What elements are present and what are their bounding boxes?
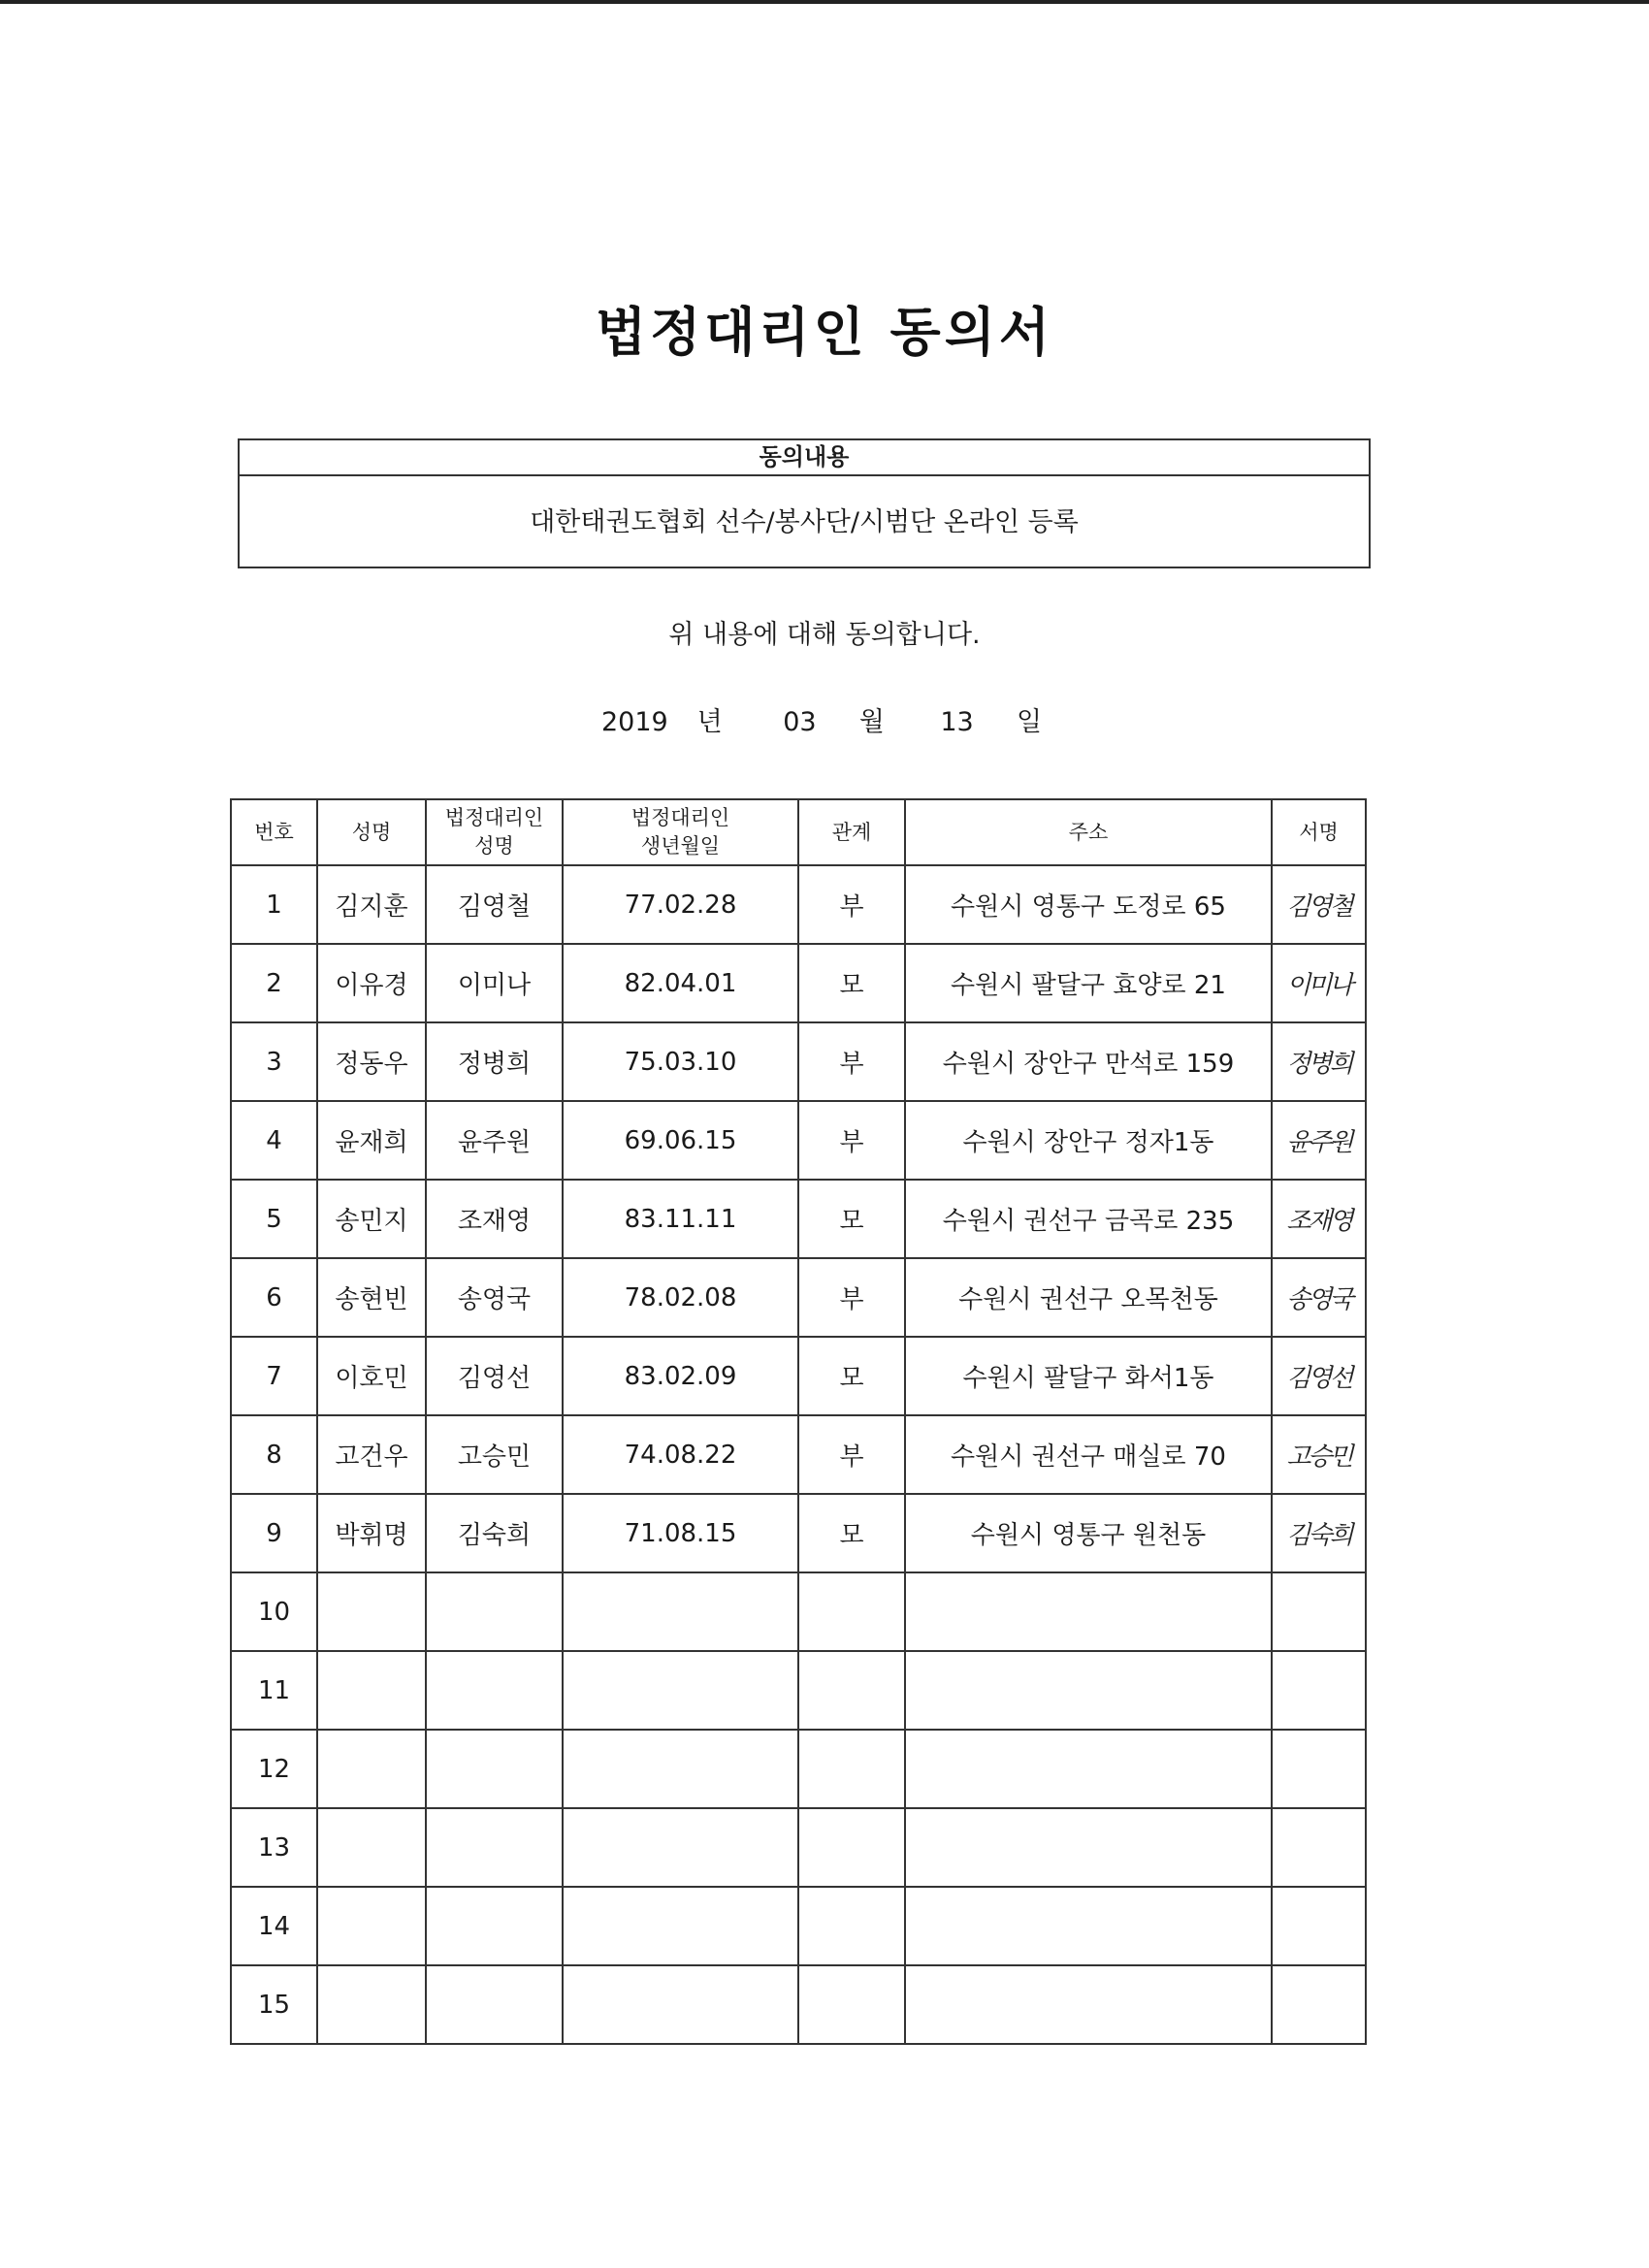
guardian-birthdate-cell: 71.08.15 bbox=[563, 1494, 798, 1572]
row-number-cell: 8 bbox=[231, 1415, 317, 1494]
table-row bbox=[231, 1494, 1366, 1572]
row-number-cell: 1 bbox=[231, 865, 317, 944]
header-guardian-birth-line1: 법정대리인 bbox=[630, 806, 730, 829]
signature-cell: 김영철 bbox=[1272, 865, 1366, 944]
row-number-cell: 10 bbox=[231, 1572, 317, 1651]
address-cell: 수원시 권선구 오목천동 bbox=[905, 1258, 1272, 1337]
row-number-cell: 4 bbox=[231, 1101, 317, 1180]
signature-cell bbox=[1272, 1572, 1366, 1651]
relation-cell: 부 bbox=[798, 865, 905, 944]
signature-cell: 김숙희 bbox=[1272, 1494, 1366, 1572]
guardian-name-cell: 고승민 bbox=[426, 1415, 563, 1494]
guardian-name-cell bbox=[426, 1887, 563, 1965]
member-name-cell: 윤재희 bbox=[317, 1101, 426, 1180]
date-month: 03 bbox=[783, 707, 817, 737]
guardian-birthdate-cell bbox=[563, 1887, 798, 1965]
guardian-name-cell: 이미나 bbox=[426, 944, 563, 1022]
row-number-cell: 3 bbox=[231, 1022, 317, 1101]
table-row bbox=[231, 1651, 1366, 1730]
relation-cell: 모 bbox=[798, 1337, 905, 1415]
relation-cell bbox=[798, 1808, 905, 1887]
row-number-cell: 5 bbox=[231, 1180, 317, 1258]
signature-cell: 송영국 bbox=[1272, 1258, 1366, 1337]
row-number-cell: 2 bbox=[231, 944, 317, 1022]
signature-cell: 조재영 bbox=[1272, 1180, 1366, 1258]
guardian-birthdate-cell: 69.06.15 bbox=[563, 1101, 798, 1180]
guardian-birthdate-cell: 82.04.01 bbox=[563, 944, 798, 1022]
scan-edge bbox=[0, 0, 1649, 4]
guardian-birthdate-cell bbox=[563, 1572, 798, 1651]
row-number-cell: 15 bbox=[231, 1965, 317, 2044]
member-name-cell: 송현빈 bbox=[317, 1258, 426, 1337]
guardian-birthdate-cell: 74.08.22 bbox=[563, 1415, 798, 1494]
guardian-name-cell: 정병희 bbox=[426, 1022, 563, 1101]
member-name-cell: 고건우 bbox=[317, 1415, 426, 1494]
table-row bbox=[231, 1337, 1366, 1415]
relation-cell bbox=[798, 1572, 905, 1651]
address-cell: 수원시 팔달구 효양로 21 bbox=[905, 944, 1272, 1022]
relation-cell bbox=[798, 1887, 905, 1965]
table-row bbox=[231, 1258, 1366, 1337]
guardian-birthdate-cell: 75.03.10 bbox=[563, 1022, 798, 1101]
row-number-cell: 7 bbox=[231, 1337, 317, 1415]
address-cell bbox=[905, 1887, 1272, 1965]
signature-cell: 고승민 bbox=[1272, 1415, 1366, 1494]
header-signature: 서명 bbox=[1272, 799, 1366, 865]
header-guardian-birth bbox=[563, 799, 798, 865]
date-month-unit: 월 bbox=[858, 707, 885, 737]
guardian-birthdate-cell: 77.02.28 bbox=[563, 865, 798, 944]
member-name-cell bbox=[317, 1572, 426, 1651]
guardian-name-cell bbox=[426, 1965, 563, 2044]
table-row bbox=[231, 1415, 1366, 1494]
guardian-birthdate-cell: 78.02.08 bbox=[563, 1258, 798, 1337]
member-name-cell bbox=[317, 1730, 426, 1808]
signature-cell bbox=[1272, 1730, 1366, 1808]
member-name-cell: 송민지 bbox=[317, 1180, 426, 1258]
row-number-cell: 6 bbox=[231, 1258, 317, 1337]
guardian-name-cell: 윤주원 bbox=[426, 1101, 563, 1180]
date-line bbox=[601, 700, 1042, 738]
relation-cell: 모 bbox=[798, 1494, 905, 1572]
member-name-cell: 김지훈 bbox=[317, 865, 426, 944]
row-number-cell: 9 bbox=[231, 1494, 317, 1572]
consent-body: 대한태권도협회 선수/봉사단/시범단 온라인 등록 bbox=[530, 507, 1079, 537]
guardian-name-cell: 김숙희 bbox=[426, 1494, 563, 1572]
header-relation: 관계 bbox=[798, 799, 905, 865]
guardian-birthdate-cell: 83.11.11 bbox=[563, 1180, 798, 1258]
relation-cell: 부 bbox=[798, 1258, 905, 1337]
relation-cell: 모 bbox=[798, 1180, 905, 1258]
date-day-unit: 일 bbox=[1016, 707, 1043, 737]
address-cell: 수원시 권선구 매실로 70 bbox=[905, 1415, 1272, 1494]
member-name-cell bbox=[317, 1887, 426, 1965]
guardian-name-cell: 송영국 bbox=[426, 1258, 563, 1337]
address-cell: 수원시 장안구 정자1동 bbox=[905, 1101, 1272, 1180]
table-row bbox=[231, 1965, 1366, 2044]
row-number-cell: 11 bbox=[231, 1651, 317, 1730]
consent-header: 동의내용 bbox=[240, 440, 1369, 476]
guardian-birthdate-cell bbox=[563, 1808, 798, 1887]
header-guardian-birth-line2: 생년월일 bbox=[640, 834, 721, 858]
guardian-birthdate-cell bbox=[563, 1965, 798, 2044]
agreement-text: 위 내용에 대해 동의합니다. bbox=[668, 620, 981, 650]
member-name-cell bbox=[317, 1651, 426, 1730]
table-header-row bbox=[231, 799, 1366, 865]
guardian-name-cell: 조재영 bbox=[426, 1180, 563, 1258]
signature-cell bbox=[1272, 1808, 1366, 1887]
member-name-cell bbox=[317, 1965, 426, 2044]
table-body bbox=[231, 865, 1366, 2044]
table-row bbox=[231, 1730, 1366, 1808]
document-title: 법정대리인 동의서 bbox=[595, 301, 1054, 363]
table-row bbox=[231, 865, 1366, 944]
relation-cell: 부 bbox=[798, 1022, 905, 1101]
table-row bbox=[231, 1101, 1366, 1180]
header-address: 주소 bbox=[905, 799, 1272, 865]
address-cell bbox=[905, 1651, 1272, 1730]
relation-cell bbox=[798, 1965, 905, 2044]
signature-cell: 이미나 bbox=[1272, 944, 1366, 1022]
address-cell: 수원시 권선구 금곡로 235 bbox=[905, 1180, 1272, 1258]
table-row bbox=[231, 1572, 1366, 1651]
address-cell bbox=[905, 1572, 1272, 1651]
address-cell: 수원시 영통구 원천동 bbox=[905, 1494, 1272, 1572]
member-name-cell: 정동우 bbox=[317, 1022, 426, 1101]
member-name-cell: 이유경 bbox=[317, 944, 426, 1022]
address-cell: 수원시 팔달구 화서1동 bbox=[905, 1337, 1272, 1415]
header-guardian-name bbox=[426, 799, 563, 865]
address-cell bbox=[905, 1808, 1272, 1887]
guardian-name-cell bbox=[426, 1730, 563, 1808]
consent-box bbox=[238, 438, 1371, 568]
signature-cell: 정병희 bbox=[1272, 1022, 1366, 1101]
guardian-name-cell bbox=[426, 1651, 563, 1730]
relation-cell bbox=[798, 1730, 905, 1808]
guardian-name-cell bbox=[426, 1572, 563, 1651]
header-name: 성명 bbox=[317, 799, 426, 865]
guardian-birthdate-cell bbox=[563, 1730, 798, 1808]
table-row bbox=[231, 1808, 1366, 1887]
table-row bbox=[231, 944, 1366, 1022]
relation-cell: 부 bbox=[798, 1415, 905, 1494]
member-name-cell: 박휘명 bbox=[317, 1494, 426, 1572]
table-row bbox=[231, 1022, 1366, 1101]
date-day: 13 bbox=[940, 707, 974, 737]
member-name-cell bbox=[317, 1808, 426, 1887]
address-cell bbox=[905, 1730, 1272, 1808]
guardian-table bbox=[230, 798, 1367, 2045]
date-year: 2019 bbox=[601, 707, 668, 737]
signature-cell: 김영선 bbox=[1272, 1337, 1366, 1415]
row-number-cell: 13 bbox=[231, 1808, 317, 1887]
guardian-name-cell bbox=[426, 1808, 563, 1887]
relation-cell: 부 bbox=[798, 1101, 905, 1180]
guardian-name-cell: 김영철 bbox=[426, 865, 563, 944]
guardian-name-cell: 김영선 bbox=[426, 1337, 563, 1415]
address-cell bbox=[905, 1965, 1272, 2044]
signature-cell: 윤주원 bbox=[1272, 1101, 1366, 1180]
relation-cell: 모 bbox=[798, 944, 905, 1022]
header-guardian-name-line1: 법정대리인 bbox=[444, 806, 544, 829]
signature-cell bbox=[1272, 1651, 1366, 1730]
guardian-birthdate-cell bbox=[563, 1651, 798, 1730]
row-number-cell: 14 bbox=[231, 1887, 317, 1965]
signature-cell bbox=[1272, 1965, 1366, 2044]
member-name-cell: 이호민 bbox=[317, 1337, 426, 1415]
header-guardian-name-line2: 성명 bbox=[474, 834, 514, 858]
signature-cell bbox=[1272, 1887, 1366, 1965]
table-row bbox=[231, 1180, 1366, 1258]
date-year-unit: 년 bbox=[696, 707, 723, 737]
table-row bbox=[231, 1887, 1366, 1965]
address-cell: 수원시 영통구 도정로 65 bbox=[905, 865, 1272, 944]
relation-cell bbox=[798, 1651, 905, 1730]
guardian-birthdate-cell: 83.02.09 bbox=[563, 1337, 798, 1415]
address-cell: 수원시 장안구 만석로 159 bbox=[905, 1022, 1272, 1101]
row-number-cell: 12 bbox=[231, 1730, 317, 1808]
header-no: 번호 bbox=[231, 799, 317, 865]
